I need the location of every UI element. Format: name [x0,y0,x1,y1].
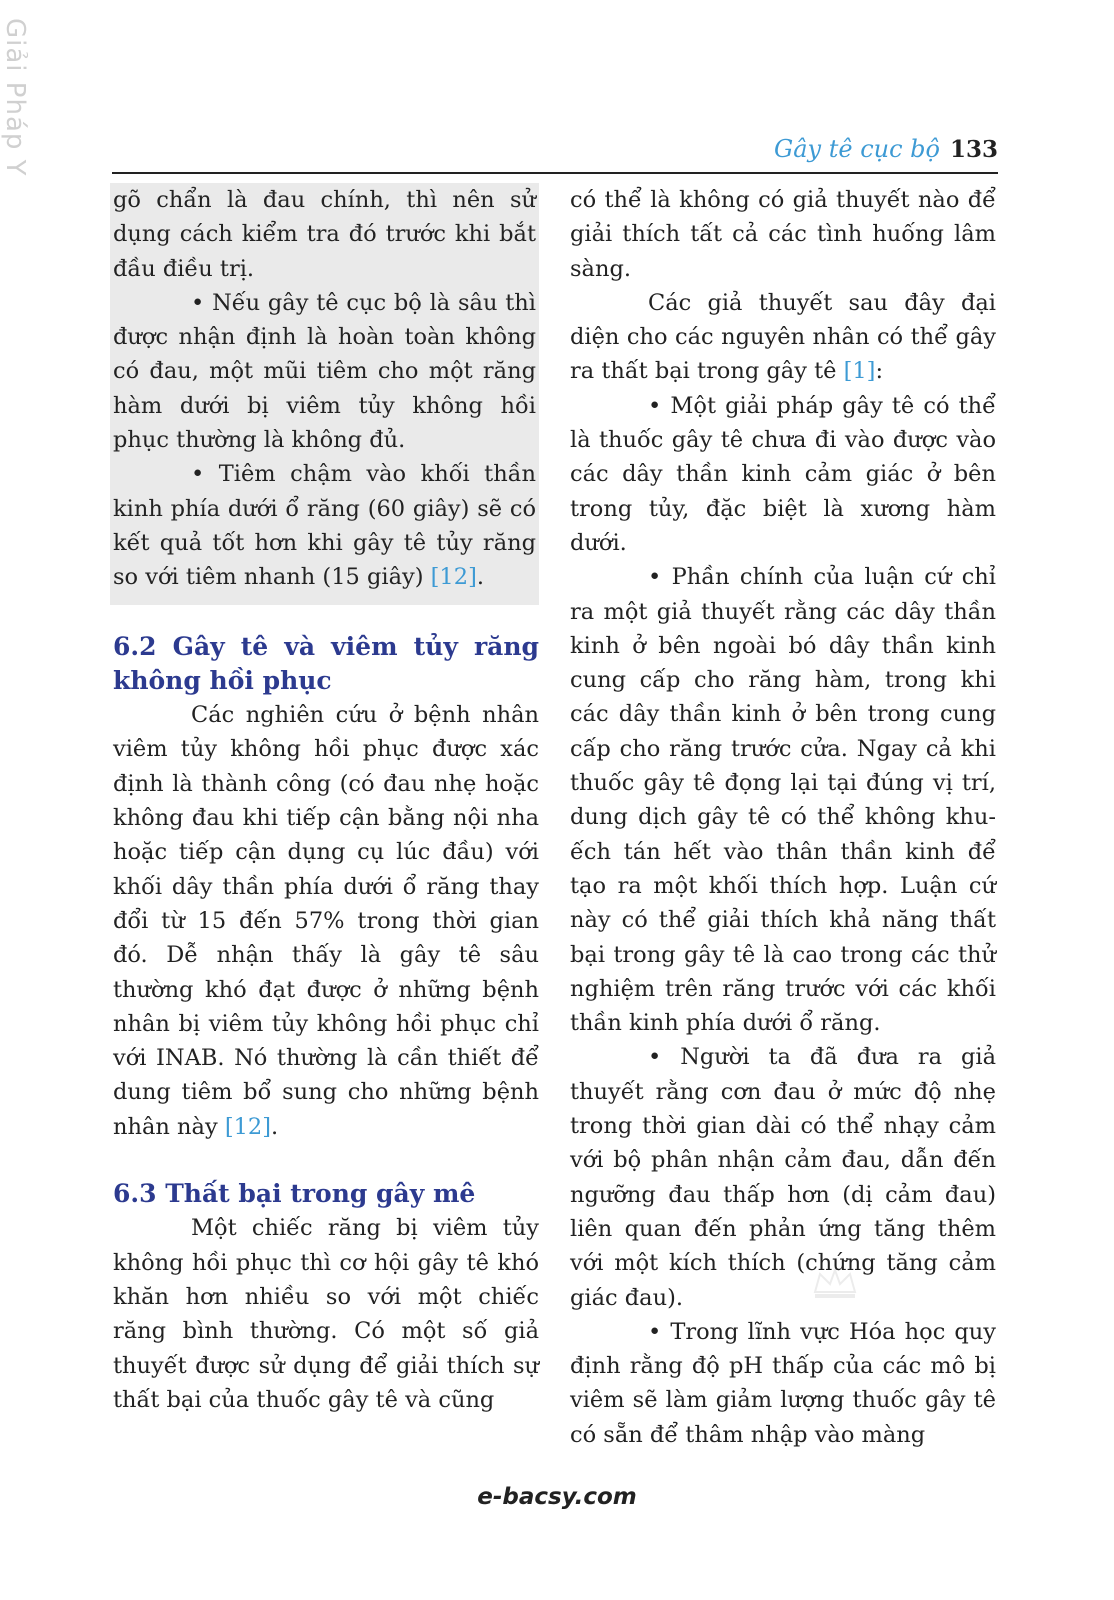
citation-link[interactable]: [12] [224,1113,271,1140]
paragraph: có thể là không có giả thuyết nào để giải thích tất cả các tình huống lâm sàng. [570,187,996,282]
punctuation: . [271,1113,279,1140]
paragraph: Một chiếc răng bị viêm tủy không hồi phục thì cơ hội gây tê khó khăn hơn nhiều so với một chiếc răng bình thường. Có một số giả thuyết được sử dụng để giải thích sự thất bại của thuốc gây tê và cũng [113,1215,539,1413]
bullet-paragraph: • Phần chính của luận cứ chỉ ra một giả thuyết rằng các dây thần kinh ở bên ngoài bó dây thần kinh cung cấp cho răng hàm, trong khi các dây thần kinh ở bên trong cung cấp cho răng trước cửa. Ngay cả khi thuốc gây tê đọng lại tại đúng vị trí, dung dịch gây tê có thể không khu-ếch tán hết vào thân thần kinh để tạo ra một khối thích hợp. Luận cứ này có thể giải thích khả năng thất bại trong gây tê là cao trong các thử nghiệm trên răng trước với các khối thần kinh phía dưới ổ răng. [570,564,996,1037]
paragraph-text: Các nghiên cứu ở bệnh nhân viêm tủy không hồi phục được xác định là thành công (có đau nhẹ hoặc không đau khi tiếp cận bằng nội nha hoặc tiếp cận dụng cụ lúc đầu) với khối dây thần phía dưới ổ răng thay đổi từ 15 đến 57% trong thời gian đó. Dễ nhận thấy là gây tê sâu thường khó đạt được ở những bệnh nhân bị viêm tủy không hồi phục chỉ với INAB. Nó thường là cần thiết để dung tiêm bổ sung cho những bệnh nhân này [113,702,539,1140]
punctuation: : [875,358,884,385]
citation-link[interactable]: [12] [430,564,477,591]
section-heading: 6.2 Gây tê và viêm tủy răng không hồi phục [113,631,539,695]
bullet-text: • Tiêm chậm vào khối thần kinh phía dưới ổ răng (60 giây) sẽ có kết quả tốt hơn khi gây tê tủy răng so với tiêm nhanh (15 giây) [113,461,536,591]
bullet-paragraph: • Nếu gây tê cục bộ là sâu thì được nhận định là hoàn toàn không có đau, một mũi tiêm cho một răng hàm dưới bị viêm tủy không hồi phục thường là không đủ. [113,289,536,454]
paragraph: gõ chẩn là đau chính, thì nên sử dụng cách kiểm tra đó trước khi bắt đầu điều trị. [113,187,536,282]
paragraph-text: Các giả thuyết sau đây đại diện cho các nguyên nhân có thể gây ra thất bại trong gây tê [570,289,996,385]
running-header [112,126,998,174]
footer-site-name: e-bacsy.com [477,1484,637,1510]
page-number: 133 [949,135,998,163]
bullet-paragraph: • Người ta đã đưa ra giả thuyết rằng cơn đau ở mức độ nhẹ trong thời gian dài có thể nhạy cảm với bộ phân nhận cảm đau, dẫn đến ngưỡng đau thấp hơn (dị cảm đau) liên quan đến phản ứng tăng thêm với một kích thích (chứng tăng cảm giác đau). [570,1044,996,1311]
citation-link[interactable]: [1] [843,358,876,385]
paragraph [113,698,539,1144]
crown-watermark-icon [780,1262,890,1312]
section-heading: 6.3 Thất bại trong gây mê [113,1179,476,1209]
side-brand-watermark: Giải Pháp Y [0,18,30,177]
bullet-paragraph: • Một giải pháp gây tê có thể là thuốc gây tê chưa đi vào được vào các dây thần kinh cảm giác ở bên trong tủy, đặc biệt là xương hàm dưới. [570,392,996,556]
bullet-paragraph: • Trong lĩnh vực Hóa học quy định rằng độ pH thấp của các mô bị viêm sẽ làm giảm lượng thuốc gây tê có sẵn để thâm nhập vào màng [570,1318,996,1448]
left-column [113,183,539,1417]
bullet-paragraph [113,457,536,594]
punctuation: . [476,564,484,591]
chapter-title: Gây tê cục bộ [774,135,940,163]
shaded-box [110,183,539,605]
paragraph [570,286,996,389]
